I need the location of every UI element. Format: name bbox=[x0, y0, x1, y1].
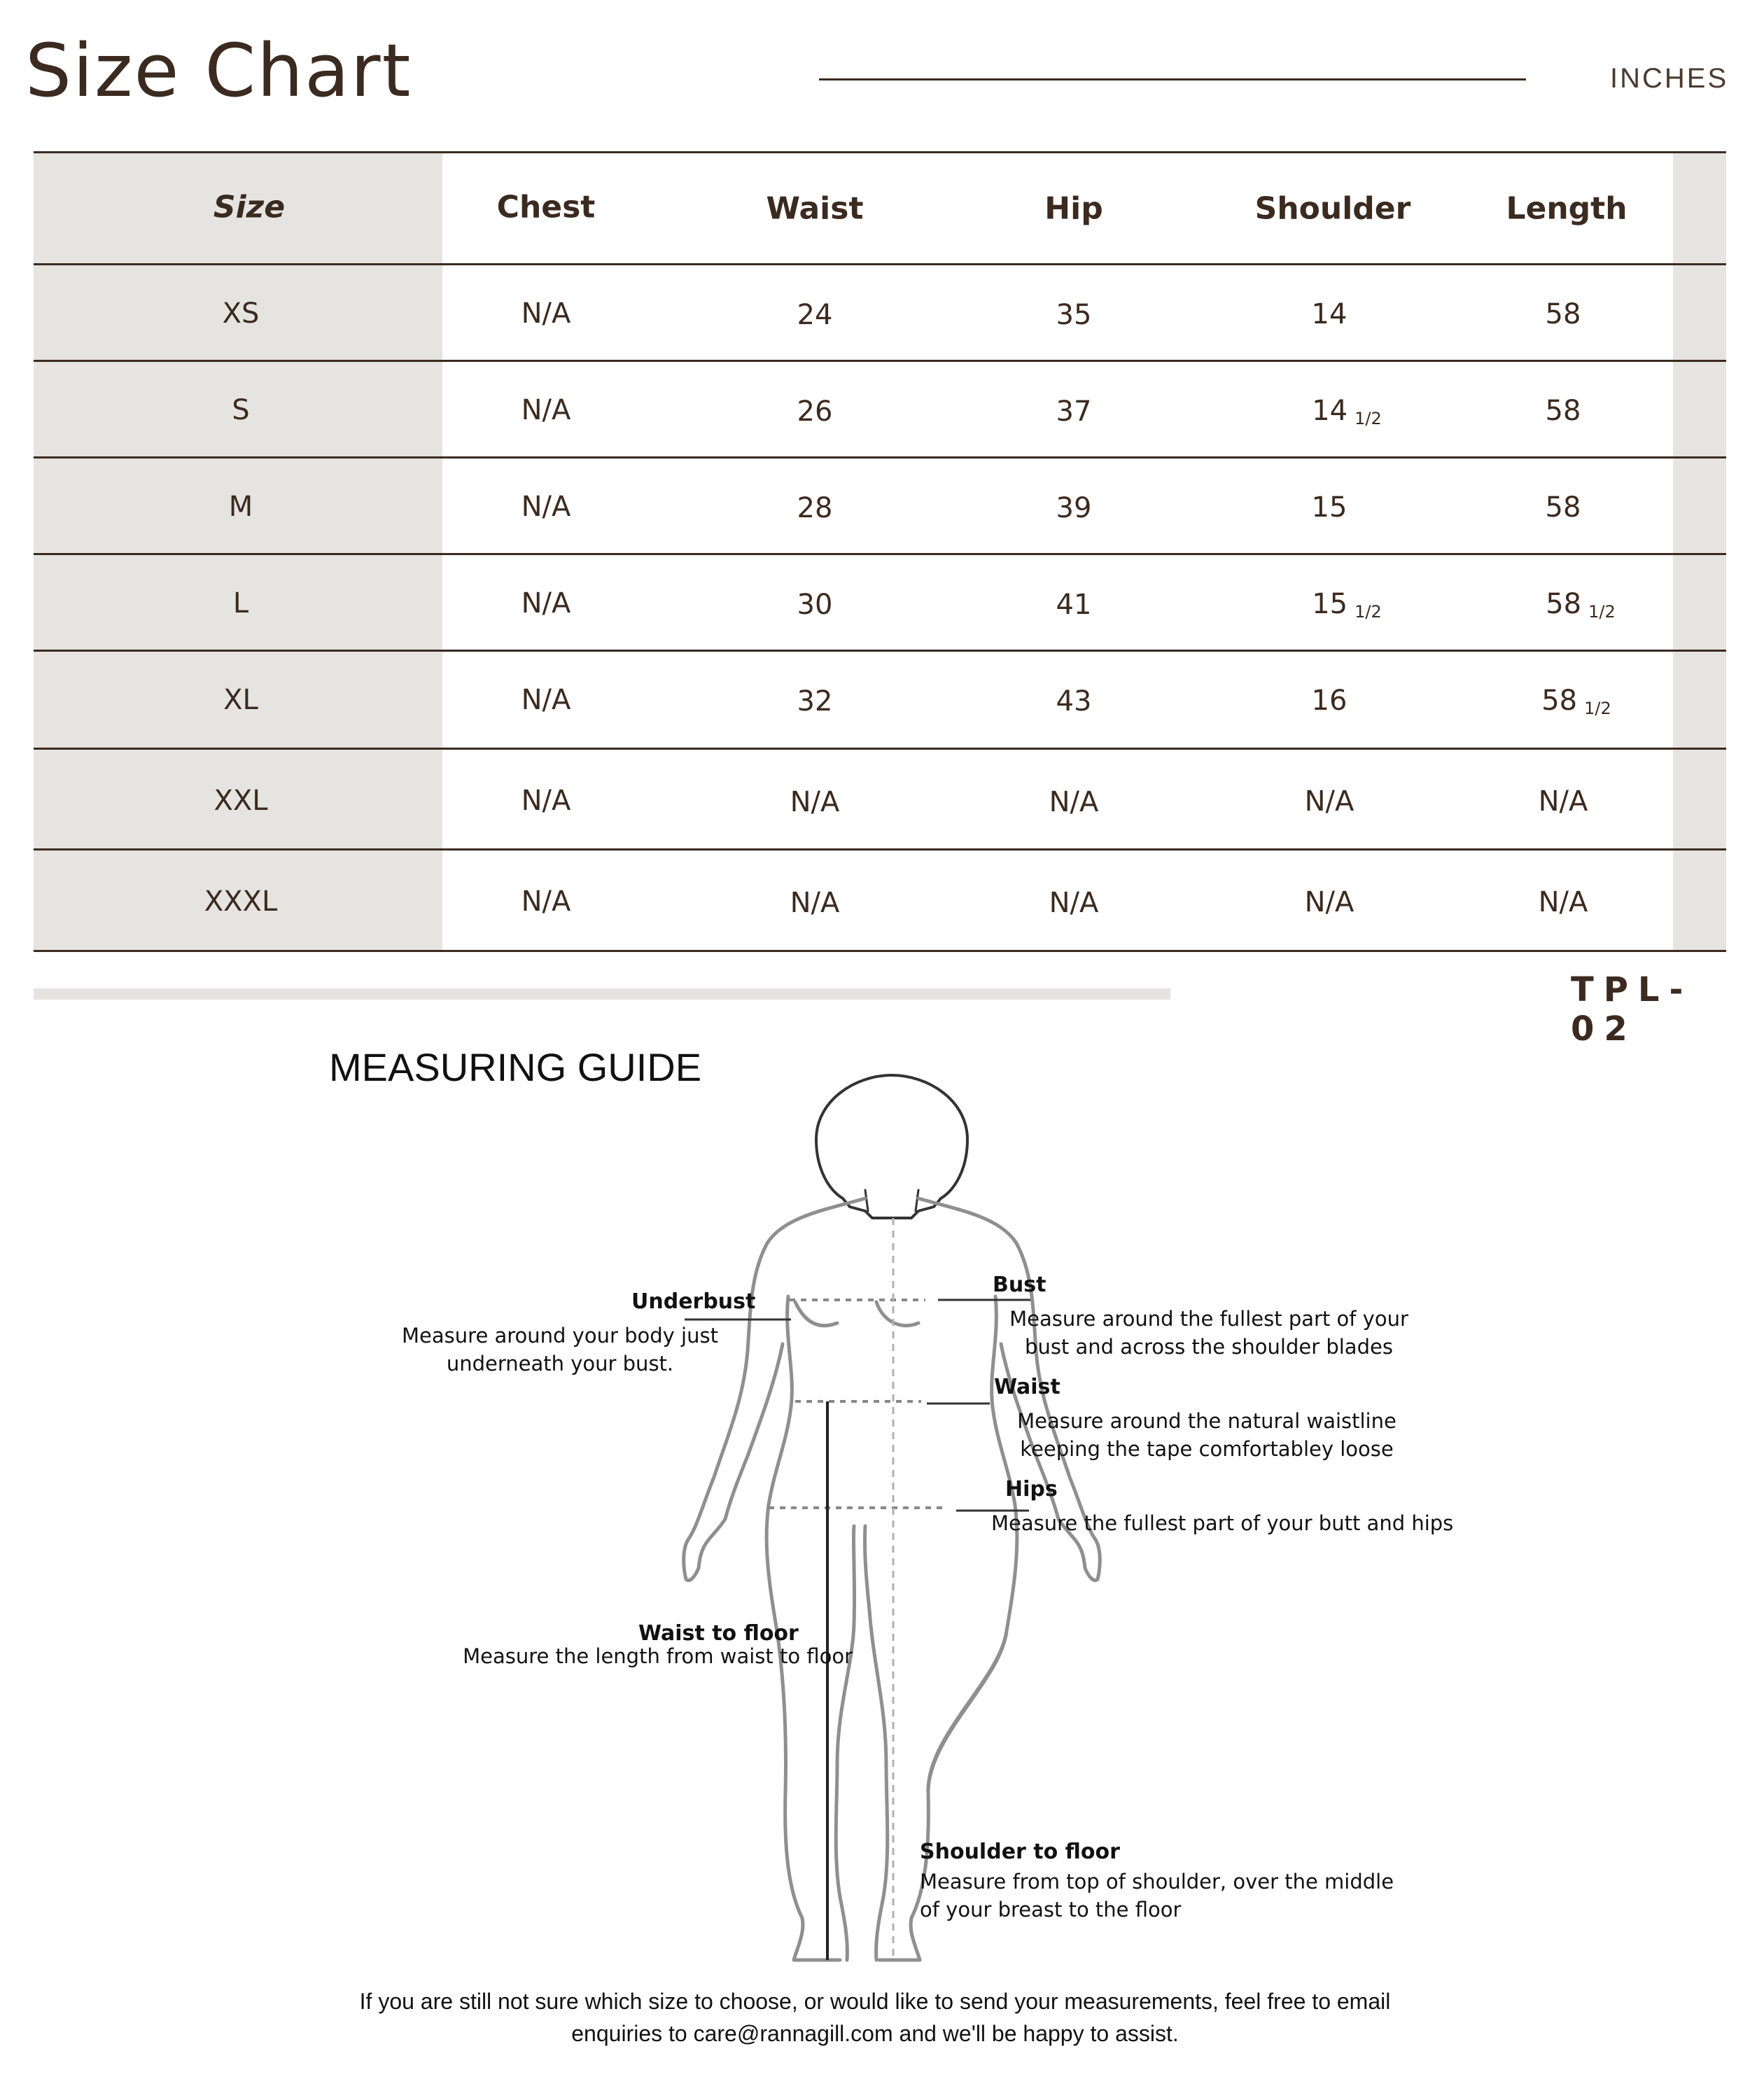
cell-chest: N/A bbox=[521, 491, 571, 523]
cell-length: 58 bbox=[1545, 298, 1581, 330]
measuring-guide-title: MEASURING GUIDE bbox=[329, 1045, 702, 1089]
column-header-chest: Chest bbox=[496, 189, 596, 225]
cell-size: L bbox=[232, 587, 249, 620]
cell-size: XS bbox=[222, 298, 260, 330]
waist-label-text: Measure around the natural waistline keeping the tape comfortabley loose bbox=[1017, 1409, 1396, 1461]
cell-hip: 39 bbox=[1056, 492, 1092, 524]
product-code: TPL-02 bbox=[1571, 970, 1693, 1049]
cell-shoulder: 14 bbox=[1311, 298, 1348, 330]
cell-waist: 30 bbox=[797, 589, 833, 621]
cell-shoulder: 14 1/2 bbox=[1312, 395, 1382, 428]
cell-waist: 32 bbox=[797, 685, 833, 718]
cell-hip: 37 bbox=[1056, 396, 1092, 428]
column-header-waist: Waist bbox=[766, 190, 864, 227]
units-label: INCHES bbox=[1610, 63, 1729, 94]
column-header-shoulder: Shoulder bbox=[1254, 190, 1411, 227]
cell-shoulder: 15 1/2 bbox=[1312, 588, 1382, 622]
cell-length: 58 bbox=[1545, 395, 1581, 427]
cell-hip: 43 bbox=[1056, 685, 1092, 718]
cell-size: XXXL bbox=[204, 886, 278, 918]
cell-waist: 24 bbox=[797, 299, 833, 331]
shoulder-to-floor-label-text: Measure from top of shoulder, over the middle of your breast to the floor bbox=[920, 1870, 1394, 1921]
bust-label-title: Bust bbox=[993, 1273, 1046, 1297]
cell-size: XXL bbox=[214, 785, 268, 817]
bust-label-text: Measure around the fullest part of your bust and across the shoulder blades bbox=[1009, 1307, 1408, 1359]
cell-size: M bbox=[228, 491, 253, 523]
column-header-hip: Hip bbox=[1044, 190, 1103, 227]
underbust-label-text: Measure around your body just underneath your bust. bbox=[402, 1324, 718, 1376]
cell-length: 58 1/2 bbox=[1541, 685, 1611, 718]
cell-size: S bbox=[232, 394, 250, 426]
footer-note bbox=[0, 1985, 1750, 2050]
cell-hip: N/A bbox=[1049, 786, 1099, 818]
cell-waist: N/A bbox=[790, 887, 840, 919]
cell-length: 58 bbox=[1545, 491, 1581, 524]
cell-waist: N/A bbox=[790, 786, 840, 818]
cell-chest: N/A bbox=[521, 684, 571, 716]
cell-shoulder: 15 bbox=[1311, 491, 1348, 524]
cell-hip: 41 bbox=[1056, 589, 1092, 621]
cell-chest: N/A bbox=[521, 394, 571, 426]
hips-label-title: Hips bbox=[1005, 1477, 1058, 1502]
cell-chest: N/A bbox=[521, 785, 571, 817]
footer-line-1: If you are still not sure which size to choose, or would like to send your measurements, feel free to email bbox=[359, 1989, 1391, 2014]
waist-to-floor-label-title: Waist to floor bbox=[638, 1621, 799, 1646]
page-title: Size Chart bbox=[25, 28, 412, 113]
column-header-size: Size bbox=[213, 189, 286, 225]
column-header-length: Length bbox=[1506, 190, 1628, 227]
footer-line-2: enquiries to care@rannagill.com and we'll be happy to assist. bbox=[571, 2021, 1179, 2046]
cell-length: N/A bbox=[1538, 785, 1588, 818]
waist-label-title: Waist bbox=[994, 1375, 1060, 1399]
underbust-label-title: Underbust bbox=[631, 1289, 756, 1314]
cell-shoulder: N/A bbox=[1304, 785, 1354, 818]
cell-chest: N/A bbox=[521, 886, 571, 918]
hips-label-text: Measure the fullest part of your butt and hips bbox=[991, 1511, 1454, 1535]
cell-hip: N/A bbox=[1049, 887, 1099, 919]
cell-length: N/A bbox=[1538, 886, 1588, 918]
cell-waist: 28 bbox=[797, 492, 833, 524]
cell-size: XL bbox=[223, 684, 258, 716]
cell-waist: 26 bbox=[797, 396, 833, 428]
waist-to-floor-label-text: Measure the length from waist to floor bbox=[463, 1644, 853, 1668]
cell-shoulder: N/A bbox=[1304, 886, 1354, 918]
cell-chest: N/A bbox=[521, 587, 571, 620]
cell-length: 58 1/2 bbox=[1546, 588, 1616, 622]
cell-hip: 35 bbox=[1056, 299, 1092, 331]
cell-chest: N/A bbox=[521, 298, 571, 330]
cell-shoulder: 16 bbox=[1311, 685, 1348, 717]
shoulder-to-floor-label-title: Shoulder to floor bbox=[920, 1840, 1120, 1864]
